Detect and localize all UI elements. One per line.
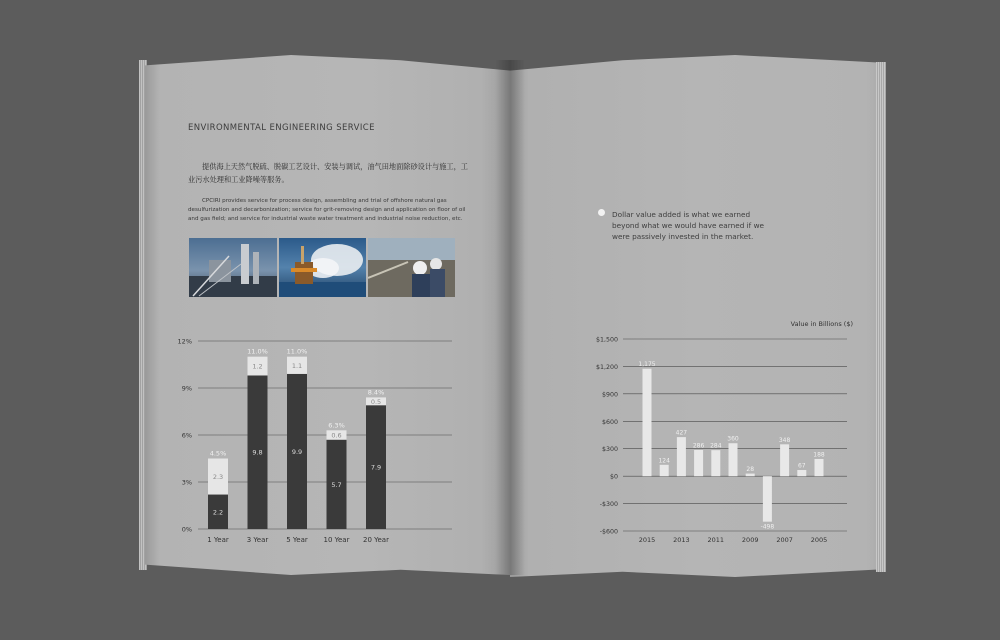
bar-top-label: 0.5	[370, 397, 382, 406]
chinese-paragraph: 提供海上天然气脱硫、脱碳工艺设计、安装与调试，油气田地面除砂设计与施工，工业污水处理和工业降噪等服务。	[188, 162, 468, 184]
bar-base-label: 9.8	[252, 448, 263, 457]
y-tick-label: -$300	[599, 501, 618, 509]
bar-value-label: 360	[727, 435, 739, 443]
y-tick-label: $1,500	[595, 336, 618, 344]
section-title: ENVIRONMENTAL ENGINEERING SERVICE	[188, 123, 375, 133]
value-bar	[711, 450, 720, 476]
y-tick-label: 0%	[181, 525, 192, 534]
value-bar	[780, 444, 789, 476]
value-bar	[677, 437, 686, 476]
x-tick-label: 2007	[776, 536, 793, 544]
value-bar	[694, 450, 703, 476]
bar-base-label: 2.2	[212, 508, 224, 517]
value-added-chart	[585, 312, 860, 552]
bar-total-label: 6.3%	[328, 421, 345, 430]
x-tick-label: 2015	[638, 536, 656, 544]
y-tick-label: $0	[609, 473, 618, 481]
x-tick-label: 2013	[673, 536, 690, 544]
unit-label: Value in Billions ($)	[790, 320, 853, 328]
y-tick-label: $1,200	[595, 363, 618, 371]
bar-total-label: 11.0%	[247, 347, 268, 356]
bar-value-label: 1,175	[638, 361, 656, 369]
bar-value-label: 28	[746, 466, 755, 474]
bar-base-label: 9.9	[291, 447, 303, 456]
bar-value-label: 67	[797, 462, 806, 470]
value-bar	[729, 443, 738, 476]
y-tick-label: $600	[601, 418, 618, 426]
bar-value-label: -498	[760, 523, 775, 531]
bar-total-label: 8.4%	[367, 388, 385, 397]
bar-base-label: 7.9	[370, 463, 382, 472]
bar-top-label: 2.3	[212, 473, 224, 482]
value-added-note: Dollar value added is what we earned beyond what we would have earned if we were passively invested in the market.	[612, 210, 765, 241]
value-bar	[815, 459, 824, 476]
x-tick-label: 2005	[810, 536, 828, 544]
x-tick-label: 5 Year	[286, 536, 308, 544]
x-tick-label: 1 Year	[207, 536, 229, 544]
bar-base-label: 5.7	[331, 480, 342, 489]
bar-top-label: 1.2	[252, 362, 263, 371]
y-tick-label: 6%	[181, 431, 192, 440]
value-bar	[643, 369, 652, 476]
bar-value-label: 284	[710, 442, 722, 450]
y-tick-label: 12%	[177, 337, 192, 346]
value-bar	[660, 465, 669, 476]
y-tick-label: 9%	[181, 384, 192, 393]
value-bar	[763, 476, 772, 522]
bar-total-label: 4.5%	[209, 449, 227, 458]
bar-value-label: 124	[658, 457, 670, 465]
x-tick-label: 20 Year	[363, 536, 389, 544]
bullet-dot	[598, 209, 605, 216]
bar-value-label: 427	[675, 429, 688, 437]
value-bar	[797, 470, 806, 476]
bar-value-label: 348	[778, 436, 791, 444]
value-bar	[746, 474, 755, 477]
annual-return-chart	[170, 330, 470, 555]
y-tick-label: 3%	[181, 478, 192, 487]
bar-top-label: 1.1	[291, 361, 303, 370]
x-tick-label: 3 Year	[246, 536, 269, 544]
bar-value-label: 188	[813, 451, 825, 459]
spine-shadow	[495, 60, 525, 575]
x-tick-label: 2009	[741, 536, 759, 544]
x-tick-label: 10 Year	[323, 536, 350, 544]
industrial-plant-photo	[189, 238, 277, 297]
english-paragraph: CPCIRI provides service for process design, assembling and trial of offshore natural gas desulfurization and decarbonization; service for grit-removing design and application on floor of oil and gas field; and service for industrial waste water treatment and industrial noise reduction, etc.	[188, 198, 466, 222]
y-tick-label: $900	[601, 391, 618, 399]
y-tick-label: $300	[601, 446, 618, 454]
right-page-edges	[876, 62, 886, 572]
bar-top-label: 0.6	[331, 431, 342, 440]
x-tick-label: 2011	[707, 536, 725, 544]
engineers-onsite-photo	[368, 238, 455, 297]
bar-value-label: 286	[692, 442, 705, 450]
y-tick-label: -$600	[599, 528, 618, 536]
bar-total-label: 11.0%	[286, 347, 308, 356]
offshore-platform-photo	[279, 238, 366, 297]
